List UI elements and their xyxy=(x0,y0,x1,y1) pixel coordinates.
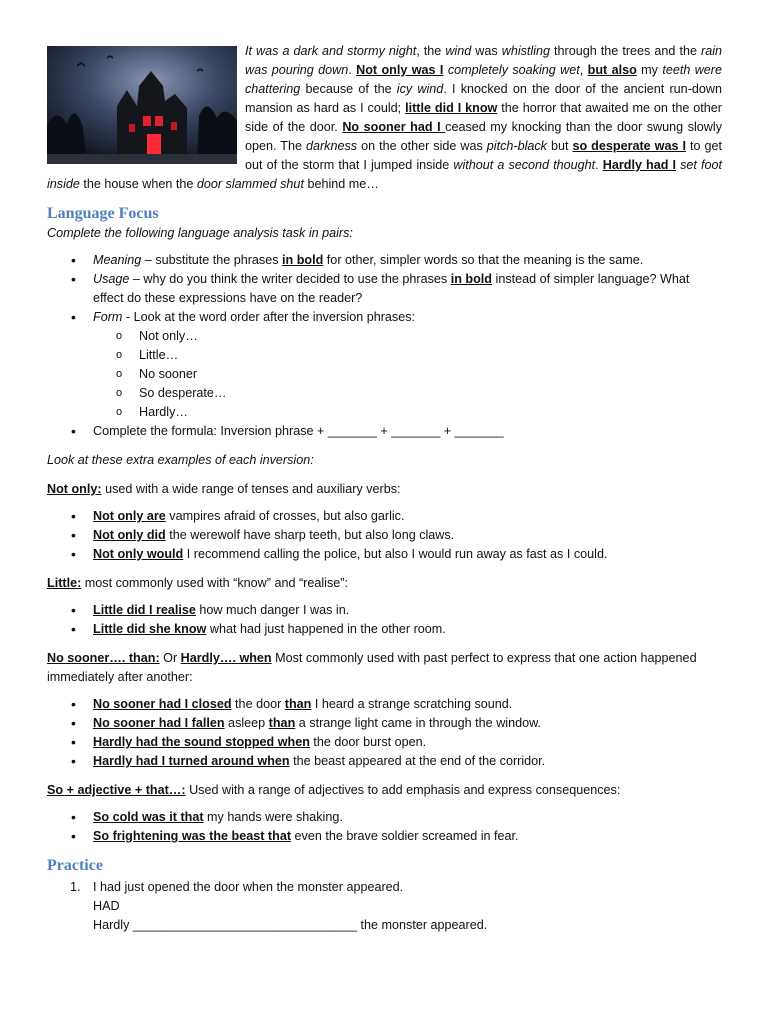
example-item: • Hardly had the sound stopped when the door burst open. xyxy=(93,733,722,752)
little-examples xyxy=(47,601,722,639)
form-item: o Little… xyxy=(139,346,722,365)
practice-list xyxy=(47,878,722,935)
not-only-examples xyxy=(47,507,722,564)
form-item: o So desperate… xyxy=(139,384,722,403)
form-item: o Hardly… xyxy=(139,403,722,422)
example-item: • Not only would I recommend calling the police, but also I would run away as fast as I could. xyxy=(93,545,722,564)
form-item: o No sooner xyxy=(139,365,722,384)
practice-item-1 xyxy=(93,878,722,935)
so-adjective-examples xyxy=(47,808,722,846)
story-paragraph: It was a dark and stormy night, the wind was whistling through the trees and the rain was pouring down. Not only was I completely soaking wet, but also my teeth were chattering because of the icy wind. I knocked on the door of the ancient run-down mansion as hard as I could; little did I know the horror that awaited me on the other side of the door. No sooner had I ceased my knocking than the door swung slowly open. The darkness on the other side was pitch-black but so desperate was I to get out of the storm that I jumped inside without a second thought. Hardly had I set foot inside the house when the door slammed shut behind me… xyxy=(47,44,723,191)
practice-answer-line: Hardly ________________________________ the monster appeared. xyxy=(93,918,488,932)
language-focus-instruction: Complete the following language analysis task in pairs: xyxy=(47,226,353,240)
example-item: • Little did I realise how much danger I was in. xyxy=(93,601,722,620)
example-item: • Little did she know what had just happened in the other room. xyxy=(93,620,722,639)
example-item: • Not only are vampires afraid of crosses, but also garlic. xyxy=(93,507,722,526)
example-item: • Hardly had I turned around when the beast appeared at the end of the corridor. xyxy=(93,752,722,771)
meaning-task: • Meaning – substitute the phrases in bold for other, simpler words so that the meaning is the same. xyxy=(93,251,722,270)
language-focus-list xyxy=(47,251,722,441)
no-sooner-description: No sooner…. than: Or Hardly…. when Most commonly used with past perfect to express that one action happened immediately after another: xyxy=(47,651,697,684)
example-item: • No sooner had I fallen asleep than a strange light came in through the window. xyxy=(93,714,722,733)
extra-intro: Look at these extra examples of each inversion: xyxy=(47,453,314,467)
practice-sentence: 1. I had just opened the door when the monster appeared. xyxy=(93,880,404,894)
example-item: • No sooner had I closed the door than I heard a strange scratching sound. xyxy=(93,695,722,714)
not-only-description: Not only: used with a wide range of tenses and auxiliary verbs: xyxy=(47,482,401,496)
form-item: o Not only… xyxy=(139,327,722,346)
haunted-house-image xyxy=(47,46,237,164)
practice-heading: Practice xyxy=(47,857,103,874)
practice-keyword: HAD xyxy=(93,899,120,913)
example-item: • So frightening was the beast that even the brave soldier screamed in fear. xyxy=(93,827,722,846)
language-focus-heading: Language Focus xyxy=(47,205,159,222)
story-block xyxy=(47,42,722,194)
no-sooner-examples xyxy=(47,695,722,771)
little-description: Little: most commonly used with “know” and “realise”: xyxy=(47,576,348,590)
form-sublist xyxy=(93,327,722,422)
answer-blank[interactable]: ________________________________ xyxy=(132,918,358,932)
example-item: • Not only did the werewolf have sharp teeth, but also long claws. xyxy=(93,526,722,545)
worksheet-page xyxy=(47,42,722,935)
form-task: • Form - Look at the word order after the inversion phrases: o Not only… o Little… o No sooner o So desperate… o Hardly… xyxy=(93,308,722,422)
example-item: • So cold was it that my hands were shaking. xyxy=(93,808,722,827)
formula-task: • Complete the formula: Inversion phrase + _______ + _______ + _______ xyxy=(93,422,722,441)
so-adjective-description: So + adjective + that…: Used with a range of adjectives to add emphasis and express consequences: xyxy=(47,783,621,797)
usage-task: • Usage – why do you think the writer decided to use the phrases in bold instead of simpler language? What effect do these expressions have on the reader? xyxy=(93,270,722,308)
